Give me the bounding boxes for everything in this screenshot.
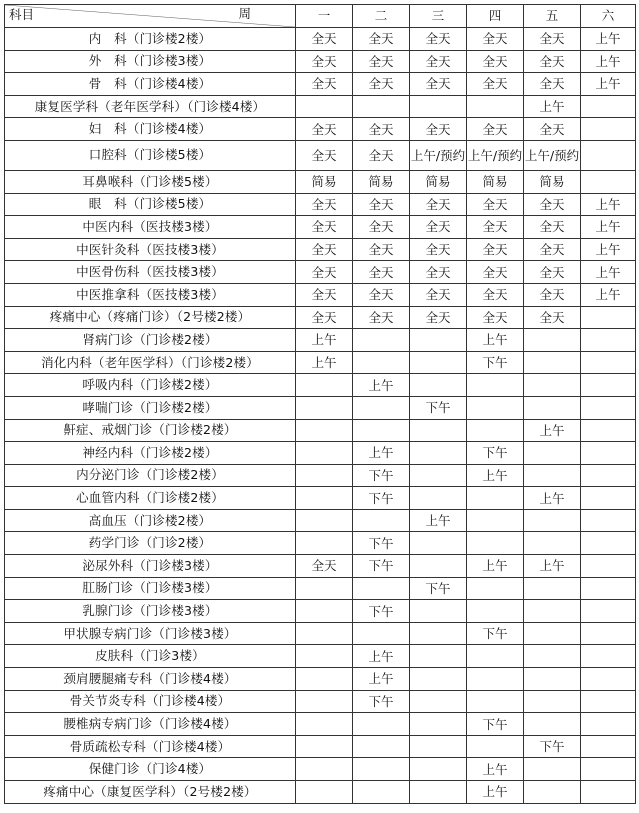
schedule-cell: 全天 xyxy=(296,306,353,329)
department-name: 神经内科（门诊楼2楼） xyxy=(5,442,296,465)
schedule-cell: 上午 xyxy=(353,668,410,691)
schedule-cell xyxy=(410,95,467,118)
schedule-cell: 上午 xyxy=(524,555,581,578)
schedule-cell: 上午 xyxy=(296,329,353,352)
schedule-cell xyxy=(467,396,524,419)
table-row xyxy=(5,73,636,96)
schedule-cell xyxy=(296,419,353,442)
schedule-cell xyxy=(353,577,410,600)
department-name: 乳腺门诊（门诊楼3楼） xyxy=(5,600,296,623)
table-row xyxy=(5,216,636,239)
schedule-cell xyxy=(524,645,581,668)
schedule-cell: 下午 xyxy=(524,735,581,758)
schedule-cell: 上午 xyxy=(524,419,581,442)
department-name: 颈肩腰腿痛专科（门诊楼4楼） xyxy=(5,668,296,691)
schedule-cell xyxy=(410,555,467,578)
schedule-cell: 全天 xyxy=(353,261,410,284)
schedule-cell xyxy=(296,600,353,623)
schedule-cell xyxy=(296,758,353,781)
schedule-cell: 下午 xyxy=(353,600,410,623)
schedule-cell xyxy=(581,532,636,555)
schedule-cell xyxy=(410,351,467,374)
schedule-cell: 上午 xyxy=(296,351,353,374)
table-row xyxy=(5,464,636,487)
schedule-cell xyxy=(581,464,636,487)
schedule-cell xyxy=(581,442,636,465)
schedule-cell: 简易 xyxy=(353,170,410,193)
schedule-cell xyxy=(467,509,524,532)
table-row xyxy=(5,170,636,193)
schedule-cell xyxy=(410,781,467,804)
table-row xyxy=(5,306,636,329)
table-row xyxy=(5,555,636,578)
schedule-cell xyxy=(524,713,581,736)
department-name: 甲状腺专病门诊（门诊楼3楼） xyxy=(5,622,296,645)
day-header: 四 xyxy=(467,5,524,28)
schedule-cell: 简易 xyxy=(296,170,353,193)
table-row xyxy=(5,396,636,419)
schedule-cell: 下午 xyxy=(467,351,524,374)
department-name: 肾病门诊（门诊楼2楼） xyxy=(5,329,296,352)
schedule-cell xyxy=(467,95,524,118)
department-name: 疼痛中心（康复医学科）（2号楼2楼） xyxy=(5,781,296,804)
department-name: 骨 科（门诊楼4楼） xyxy=(5,73,296,96)
table-row xyxy=(5,140,636,170)
schedule-cell: 下午 xyxy=(467,713,524,736)
schedule-cell: 全天 xyxy=(296,140,353,170)
table-row xyxy=(5,419,636,442)
department-name: 疼痛中心（疼痛门诊）（2号楼2楼） xyxy=(5,306,296,329)
schedule-cell xyxy=(524,622,581,645)
schedule-cell: 全天 xyxy=(524,28,581,51)
department-name: 中医骨伤科（医技楼3楼） xyxy=(5,261,296,284)
schedule-cell xyxy=(467,374,524,397)
schedule-cell xyxy=(467,487,524,510)
schedule-cell xyxy=(410,464,467,487)
schedule-cell xyxy=(410,374,467,397)
schedule-cell xyxy=(524,351,581,374)
schedule-cell xyxy=(581,577,636,600)
schedule-cell xyxy=(467,600,524,623)
schedule-cell: 下午 xyxy=(467,442,524,465)
schedule-cell xyxy=(410,419,467,442)
table-row xyxy=(5,193,636,216)
schedule-cell xyxy=(353,329,410,352)
schedule-cell: 全天 xyxy=(524,306,581,329)
schedule-cell: 上午/预约 xyxy=(467,140,524,170)
schedule-cell xyxy=(410,487,467,510)
schedule-cell: 全天 xyxy=(467,73,524,96)
department-name: 眼 科（门诊楼5楼） xyxy=(5,193,296,216)
schedule-cell: 全天 xyxy=(353,193,410,216)
schedule-cell: 上午 xyxy=(467,329,524,352)
schedule-cell: 上午 xyxy=(410,509,467,532)
schedule-cell: 上午 xyxy=(467,781,524,804)
schedule-cell: 全天 xyxy=(410,118,467,141)
schedule-cell xyxy=(353,351,410,374)
schedule-cell xyxy=(296,781,353,804)
schedule-cell: 全天 xyxy=(296,261,353,284)
schedule-cell: 全天 xyxy=(410,193,467,216)
schedule-cell xyxy=(524,600,581,623)
department-name: 泌尿外科（门诊楼3楼） xyxy=(5,555,296,578)
schedule-cell: 全天 xyxy=(353,238,410,261)
schedule-cell xyxy=(581,735,636,758)
department-name: 皮肤科（门诊3楼） xyxy=(5,645,296,668)
schedule-cell: 全天 xyxy=(467,306,524,329)
schedule-cell xyxy=(410,442,467,465)
header-row xyxy=(5,5,636,28)
diagonal-divider xyxy=(5,5,295,27)
schedule-cell: 上午 xyxy=(581,28,636,51)
table-row xyxy=(5,600,636,623)
department-name: 消化内科（老年医学科）（门诊楼2楼） xyxy=(5,351,296,374)
schedule-cell xyxy=(410,758,467,781)
table-row xyxy=(5,645,636,668)
table-row xyxy=(5,622,636,645)
schedule-cell: 全天 xyxy=(353,118,410,141)
schedule-cell: 全天 xyxy=(524,193,581,216)
department-name: 妇 科（门诊楼4楼） xyxy=(5,118,296,141)
table-row xyxy=(5,532,636,555)
schedule-cell xyxy=(581,140,636,170)
schedule-cell xyxy=(581,170,636,193)
schedule-cell xyxy=(353,781,410,804)
schedule-cell: 上午 xyxy=(581,193,636,216)
schedule-cell: 上午 xyxy=(353,645,410,668)
schedule-cell: 全天 xyxy=(524,283,581,306)
schedule-cell: 上午 xyxy=(524,95,581,118)
schedule-cell xyxy=(467,668,524,691)
schedule-cell: 上午 xyxy=(524,487,581,510)
schedule-cell xyxy=(524,329,581,352)
table-row xyxy=(5,329,636,352)
schedule-cell xyxy=(410,690,467,713)
day-header: 二 xyxy=(353,5,410,28)
schedule-cell xyxy=(296,464,353,487)
department-name: 中医内科（医技楼3楼） xyxy=(5,216,296,239)
schedule-cell xyxy=(581,690,636,713)
schedule-cell: 上午/预约 xyxy=(524,140,581,170)
header-week-label: 周 xyxy=(238,6,251,21)
schedule-cell: 全天 xyxy=(410,261,467,284)
schedule-cell xyxy=(524,442,581,465)
schedule-cell: 全天 xyxy=(467,216,524,239)
schedule-cell xyxy=(353,758,410,781)
schedule-cell: 全天 xyxy=(296,50,353,73)
schedule-cell xyxy=(524,396,581,419)
table-row xyxy=(5,374,636,397)
schedule-cell xyxy=(410,532,467,555)
schedule-cell xyxy=(410,735,467,758)
table-row xyxy=(5,442,636,465)
schedule-cell xyxy=(467,419,524,442)
schedule-cell: 全天 xyxy=(353,283,410,306)
schedule-cell xyxy=(353,622,410,645)
schedule-cell xyxy=(524,668,581,691)
schedule-cell xyxy=(581,487,636,510)
schedule-cell xyxy=(581,713,636,736)
schedule-cell xyxy=(581,645,636,668)
schedule-cell: 全天 xyxy=(524,261,581,284)
schedule-cell xyxy=(581,555,636,578)
schedule-cell xyxy=(581,306,636,329)
schedule-cell xyxy=(524,690,581,713)
schedule-cell xyxy=(353,95,410,118)
schedule-cell xyxy=(296,442,353,465)
table-row xyxy=(5,690,636,713)
schedule-cell: 全天 xyxy=(467,28,524,51)
schedule-cell: 全天 xyxy=(524,216,581,239)
schedule-cell xyxy=(524,374,581,397)
department-name: 骨关节炎专科（门诊楼4楼） xyxy=(5,690,296,713)
schedule-cell xyxy=(581,374,636,397)
department-name: 中医推拿科（医技楼3楼） xyxy=(5,283,296,306)
department-name: 内 科（门诊楼2楼） xyxy=(5,28,296,51)
department-name: 鼾症、戒烟门诊（门诊楼2楼） xyxy=(5,419,296,442)
schedule-cell xyxy=(410,329,467,352)
schedule-cell xyxy=(467,645,524,668)
schedule-cell xyxy=(296,509,353,532)
schedule-cell: 全天 xyxy=(524,73,581,96)
schedule-cell: 上午 xyxy=(467,464,524,487)
table-row xyxy=(5,28,636,51)
schedule-cell xyxy=(467,577,524,600)
schedule-cell xyxy=(296,532,353,555)
schedule-cell: 全天 xyxy=(296,283,353,306)
schedule-cell xyxy=(296,622,353,645)
schedule-cell xyxy=(410,668,467,691)
schedule-cell xyxy=(581,419,636,442)
department-name: 心血管内科（门诊楼2楼） xyxy=(5,487,296,510)
schedule-cell: 下午 xyxy=(410,396,467,419)
schedule-cell xyxy=(410,600,467,623)
department-name: 耳鼻喉科（门诊楼5楼） xyxy=(5,170,296,193)
schedule-cell: 上午 xyxy=(581,283,636,306)
schedule-cell: 全天 xyxy=(353,73,410,96)
schedule-cell: 全天 xyxy=(467,261,524,284)
schedule-cell xyxy=(467,690,524,713)
schedule-cell xyxy=(296,374,353,397)
schedule-cell: 全天 xyxy=(353,216,410,239)
table-row xyxy=(5,238,636,261)
schedule-cell xyxy=(524,509,581,532)
schedule-cell: 下午 xyxy=(467,622,524,645)
schedule-cell: 全天 xyxy=(296,193,353,216)
table-row xyxy=(5,95,636,118)
schedule-cell xyxy=(581,600,636,623)
schedule-cell: 上午 xyxy=(467,758,524,781)
schedule-cell xyxy=(353,713,410,736)
schedule-cell xyxy=(581,781,636,804)
schedule-cell: 上午 xyxy=(353,442,410,465)
schedule-cell: 下午 xyxy=(353,555,410,578)
schedule-cell xyxy=(410,645,467,668)
schedule-body xyxy=(5,28,636,804)
schedule-cell xyxy=(410,622,467,645)
department-name: 腰椎病专病门诊（门诊楼4楼） xyxy=(5,713,296,736)
header-corner-cell xyxy=(5,5,296,28)
day-header: 一 xyxy=(296,5,353,28)
schedule-cell xyxy=(581,668,636,691)
schedule-cell: 简易 xyxy=(524,170,581,193)
department-name: 高血压（门诊楼2楼） xyxy=(5,509,296,532)
schedule-cell: 简易 xyxy=(410,170,467,193)
department-name: 中医针灸科（医技楼3楼） xyxy=(5,238,296,261)
schedule-cell xyxy=(581,622,636,645)
department-name: 药学门诊（门诊2楼） xyxy=(5,532,296,555)
department-name: 哮喘门诊（门诊楼2楼） xyxy=(5,396,296,419)
schedule-cell xyxy=(581,509,636,532)
schedule-cell: 全天 xyxy=(353,306,410,329)
schedule-cell: 下午 xyxy=(353,487,410,510)
schedule-cell xyxy=(581,95,636,118)
table-row xyxy=(5,713,636,736)
department-name: 内分泌门诊（门诊楼2楼） xyxy=(5,464,296,487)
schedule-cell: 全天 xyxy=(410,238,467,261)
clinic-schedule-table xyxy=(4,4,636,804)
schedule-cell xyxy=(296,396,353,419)
schedule-cell: 全天 xyxy=(467,193,524,216)
schedule-cell: 全天 xyxy=(353,50,410,73)
schedule-cell: 全天 xyxy=(296,555,353,578)
schedule-cell xyxy=(296,95,353,118)
schedule-cell xyxy=(581,118,636,141)
department-name: 保健门诊（门诊4楼） xyxy=(5,758,296,781)
schedule-cell xyxy=(296,668,353,691)
table-row xyxy=(5,283,636,306)
table-row xyxy=(5,577,636,600)
schedule-cell: 全天 xyxy=(467,238,524,261)
schedule-cell: 上午 xyxy=(581,50,636,73)
schedule-cell: 全天 xyxy=(410,283,467,306)
schedule-cell: 全天 xyxy=(353,140,410,170)
schedule-cell xyxy=(410,713,467,736)
table-row xyxy=(5,261,636,284)
schedule-cell: 全天 xyxy=(353,28,410,51)
schedule-cell xyxy=(467,532,524,555)
header-subject-label: 科目 xyxy=(9,7,35,22)
table-row xyxy=(5,758,636,781)
schedule-cell: 全天 xyxy=(296,238,353,261)
schedule-cell: 上午 xyxy=(353,374,410,397)
table-row xyxy=(5,487,636,510)
schedule-cell: 全天 xyxy=(524,118,581,141)
schedule-cell: 全天 xyxy=(467,283,524,306)
schedule-cell xyxy=(353,419,410,442)
schedule-cell: 上午/预约 xyxy=(410,140,467,170)
schedule-cell: 全天 xyxy=(296,216,353,239)
schedule-cell xyxy=(524,577,581,600)
schedule-cell: 下午 xyxy=(353,532,410,555)
schedule-cell: 上午 xyxy=(581,73,636,96)
table-row xyxy=(5,668,636,691)
schedule-cell: 上午 xyxy=(581,238,636,261)
schedule-cell: 全天 xyxy=(467,118,524,141)
schedule-cell xyxy=(581,758,636,781)
table-row xyxy=(5,735,636,758)
schedule-cell: 全天 xyxy=(410,73,467,96)
schedule-cell xyxy=(296,577,353,600)
schedule-cell: 下午 xyxy=(353,690,410,713)
schedule-cell xyxy=(296,487,353,510)
schedule-cell: 全天 xyxy=(467,50,524,73)
department-name: 骨质疏松专科（门诊楼4楼） xyxy=(5,735,296,758)
table-row xyxy=(5,781,636,804)
schedule-cell: 全天 xyxy=(296,28,353,51)
schedule-cell xyxy=(296,690,353,713)
schedule-cell xyxy=(467,735,524,758)
schedule-cell: 简易 xyxy=(467,170,524,193)
schedule-cell xyxy=(524,532,581,555)
schedule-cell xyxy=(296,713,353,736)
schedule-cell: 全天 xyxy=(524,238,581,261)
schedule-cell: 全天 xyxy=(410,306,467,329)
table-row xyxy=(5,351,636,374)
department-name: 肛肠门诊（门诊楼3楼） xyxy=(5,577,296,600)
schedule-cell xyxy=(581,329,636,352)
table-row xyxy=(5,50,636,73)
schedule-cell xyxy=(353,735,410,758)
day-header: 三 xyxy=(410,5,467,28)
day-header: 五 xyxy=(524,5,581,28)
department-name: 呼吸内科（门诊楼2楼） xyxy=(5,374,296,397)
schedule-cell: 全天 xyxy=(410,50,467,73)
schedule-cell: 下午 xyxy=(353,464,410,487)
schedule-cell xyxy=(524,464,581,487)
schedule-cell xyxy=(524,781,581,804)
schedule-cell xyxy=(353,509,410,532)
schedule-cell xyxy=(296,735,353,758)
schedule-cell: 全天 xyxy=(524,50,581,73)
schedule-cell xyxy=(353,396,410,419)
department-name: 外 科（门诊楼3楼） xyxy=(5,50,296,73)
department-name: 康复医学科（老年医学科）（门诊楼4楼） xyxy=(5,95,296,118)
schedule-cell: 全天 xyxy=(410,28,467,51)
schedule-cell: 上午 xyxy=(467,555,524,578)
schedule-cell xyxy=(296,645,353,668)
schedule-cell: 上午 xyxy=(581,261,636,284)
day-header: 六 xyxy=(581,5,636,28)
schedule-cell: 下午 xyxy=(410,577,467,600)
table-row xyxy=(5,118,636,141)
schedule-cell: 全天 xyxy=(410,216,467,239)
schedule-cell xyxy=(524,758,581,781)
schedule-cell xyxy=(581,351,636,374)
table-row xyxy=(5,509,636,532)
department-name: 口腔科（门诊楼5楼） xyxy=(5,140,296,170)
schedule-cell: 上午 xyxy=(581,216,636,239)
schedule-cell: 全天 xyxy=(296,118,353,141)
schedule-cell xyxy=(581,396,636,419)
schedule-cell: 全天 xyxy=(296,73,353,96)
